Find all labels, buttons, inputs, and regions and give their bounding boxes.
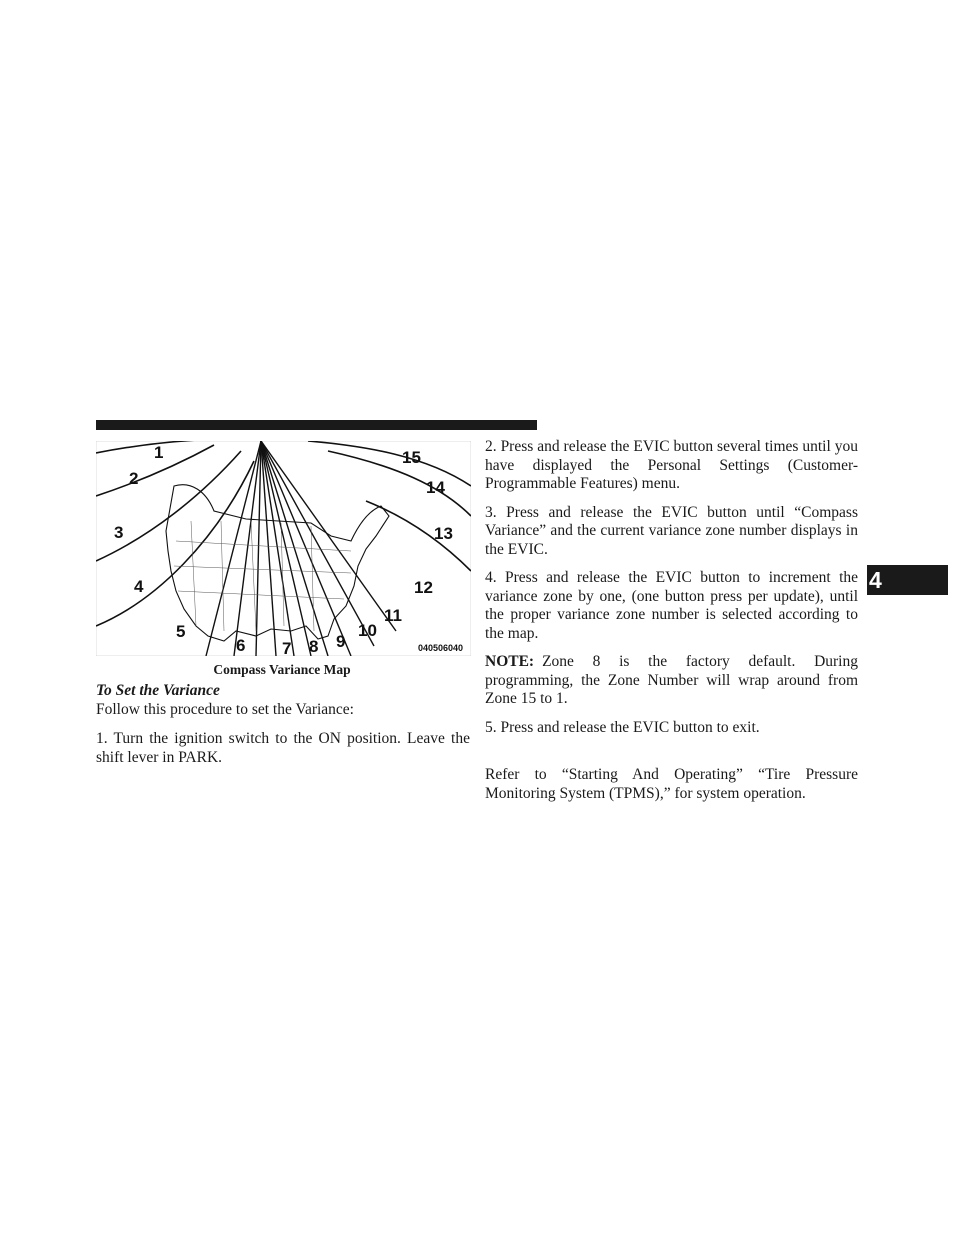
figure-caption: Compass Variance Map xyxy=(213,662,351,677)
zone-label-8: 8 xyxy=(309,637,319,656)
note-label: NOTE: xyxy=(485,653,535,670)
zone-label-2: 2 xyxy=(129,469,139,488)
zone-label-15: 15 xyxy=(402,448,421,467)
zone-label-11: 11 xyxy=(384,606,402,625)
step-1: 1. Turn the ignition switch to the ON position. Leave the shift lever in PARK. xyxy=(96,730,470,766)
compass-variance-map xyxy=(96,441,471,656)
step-2: 2. Press and release the EVIC button several times until you have displayed the Personal Settings (Customer-Programmable Features) menu. xyxy=(485,438,858,492)
zone-label-14: 14 xyxy=(426,478,445,497)
zone-label-13: 13 xyxy=(434,524,453,543)
zone-label-6: 6 xyxy=(236,636,246,655)
step-5: 5. Press and release the EVIC button to exit. xyxy=(485,718,760,736)
zone-label-12: 12 xyxy=(414,578,433,597)
zone-label-1: 1 xyxy=(154,443,164,462)
zone-label-5: 5 xyxy=(176,622,186,641)
zone-label-7: 7 xyxy=(282,639,292,656)
left-column xyxy=(96,682,470,767)
refer-paragraph: Refer to “Starting And Operating” “Tire Pressure Monitoring System (TPMS),” for system operation. xyxy=(485,766,858,802)
zone-label-3: 3 xyxy=(114,523,124,542)
note-text: Zone 8 is the factory default. During programming, the Zone Number will wrap around from Zone 15 to 1. xyxy=(485,653,858,707)
step-4: 4. Press and release the EVIC button to increment the variance zone by one, (one button press per update), until the proper variance zone number is selected according to the map. xyxy=(485,569,858,642)
intro-text: Follow this procedure to set the Variance: xyxy=(96,700,354,718)
zone-label-4: 4 xyxy=(134,577,144,596)
section-tab: 4 xyxy=(867,565,948,595)
figure-code: 040506040 xyxy=(418,643,464,653)
map-svg xyxy=(96,441,471,656)
note-paragraph xyxy=(485,653,858,709)
step-3: 3. Press and release the EVIC button until “Compass Variance” and the current variance zone number displays in the EVIC. xyxy=(485,503,858,558)
top-rule xyxy=(96,420,537,430)
section-subheading: To Set the Variance xyxy=(96,682,220,699)
zone-label-10: 10 xyxy=(358,621,377,640)
zone-label-9: 9 xyxy=(336,632,346,651)
right-column xyxy=(485,438,858,803)
